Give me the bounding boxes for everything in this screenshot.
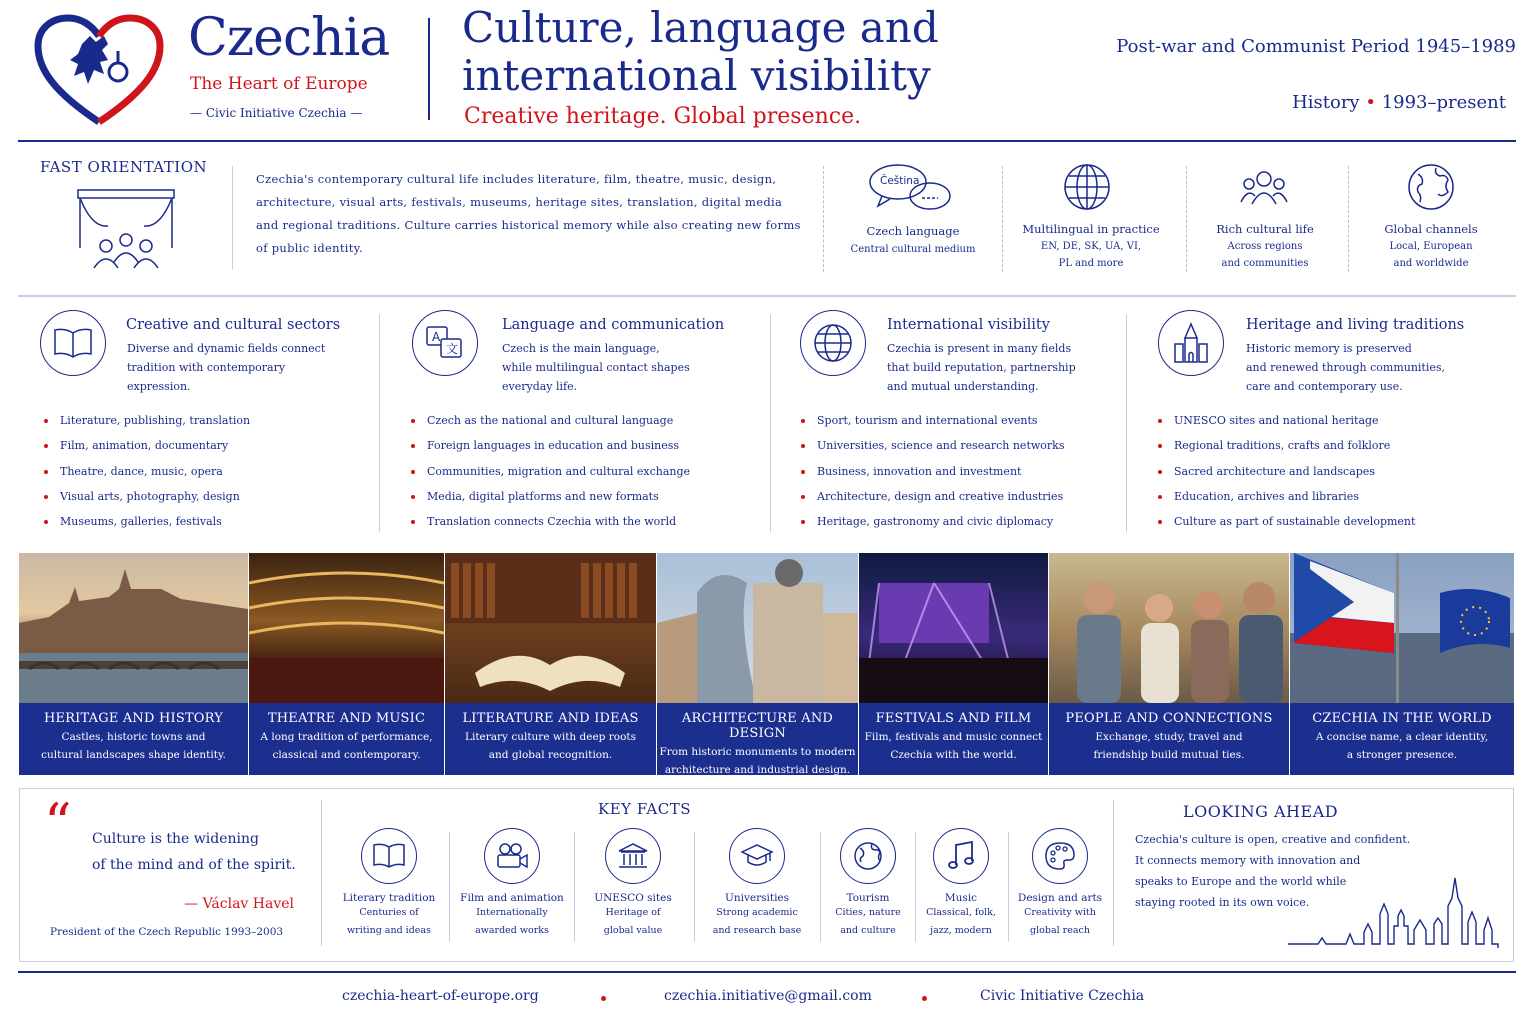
- header-divider: [428, 18, 430, 120]
- column-list: [1156, 414, 1415, 540]
- photo-prague-castle: [19, 553, 248, 703]
- desc-line: Diverse and dynamic fields connect: [127, 342, 326, 355]
- photo-people: [1049, 553, 1289, 703]
- page-title-line2: international visibility: [462, 51, 931, 100]
- key-fact-sub: awarded works: [475, 925, 549, 936]
- fo-item-multilingual: [1006, 222, 1176, 272]
- key-fact-sub: global value: [603, 925, 663, 936]
- key-fact-sub: Heritage of: [605, 907, 661, 918]
- logo-title: Czechia: [188, 8, 390, 68]
- fo-item-sub: EN, DE, SK, UA, VI,: [1040, 241, 1142, 252]
- key-fact-unesco: [578, 828, 688, 940]
- caption-text: and global recognition.: [488, 749, 613, 761]
- desc-line: everyday life.: [502, 380, 578, 393]
- open-book-icon: [40, 310, 106, 376]
- column-desc: [887, 339, 1076, 396]
- column-title: Language and communication: [502, 317, 725, 333]
- column-desc: [127, 339, 325, 396]
- theatre-stage-icon: [74, 188, 178, 274]
- fo-item-title: Czech language: [866, 224, 960, 238]
- caption-title: CZECHIA IN THE WORLD: [1312, 711, 1492, 726]
- castle-icon: [1158, 310, 1224, 376]
- fo-item-sub2: PL and more: [1058, 258, 1124, 269]
- key-fact-title: Literary tradition: [342, 892, 436, 904]
- fo-divider: [232, 166, 233, 270]
- kf-divider: [820, 832, 821, 942]
- section-rule-1: [18, 295, 1516, 297]
- footer-rule: [18, 971, 1516, 973]
- tagline: Creative heritage. Global presence.: [464, 104, 862, 129]
- quote-mark: “: [44, 792, 72, 855]
- list-item: Universities, science and research networks: [799, 439, 1064, 464]
- fo-item-cultural-life: [1190, 222, 1340, 272]
- list-item: Visual arts, photography, design: [42, 490, 250, 515]
- caption-heritage: [19, 703, 248, 775]
- caption-title: PEOPLE AND CONNECTIONS: [1065, 711, 1273, 726]
- column-list: [409, 414, 690, 540]
- list-item: Architecture, design and creative industries: [799, 490, 1064, 515]
- caption-text: Castles, historic towns and: [61, 731, 206, 743]
- key-fact-film: [454, 828, 570, 940]
- svg-text:文: 文: [446, 342, 459, 356]
- globe-travel-icon: [840, 828, 896, 884]
- desc-line: and renewed through communities,: [1246, 361, 1446, 374]
- key-fact-title: Design and arts: [1017, 892, 1103, 904]
- column-list: [799, 414, 1064, 540]
- caption-text: Exchange, study, travel and: [1095, 731, 1243, 743]
- la-line: speaks to Europe and the world while: [1135, 875, 1347, 888]
- column-desc: [502, 339, 690, 396]
- key-fact-tourism: [826, 828, 910, 940]
- photo-books: [445, 553, 656, 703]
- photo-dancing-house: [657, 553, 858, 703]
- key-fact-title: Universities: [724, 892, 790, 904]
- bubble-label: Čeština: [880, 175, 920, 187]
- palette-icon: [1032, 828, 1088, 884]
- caption-world: [1290, 703, 1514, 775]
- translate-icon: [412, 310, 478, 376]
- fo-dash-2: [1002, 166, 1003, 272]
- footer-org: Civic Initiative Czechia: [980, 988, 1145, 1004]
- kf-divider: [1008, 832, 1009, 942]
- column-divider: [1126, 314, 1127, 532]
- kf-divider: [915, 832, 916, 942]
- list-item: Theatre, dance, music, opera: [42, 465, 250, 490]
- film-camera-icon: [484, 828, 540, 884]
- globe-icon: [1062, 162, 1112, 216]
- desc-line: tradition with contemporary: [127, 361, 286, 374]
- key-fact-design: [1012, 828, 1108, 940]
- footer-website-link[interactable]: czechia-heart-of-europe.org: [342, 988, 539, 1004]
- period-label: Post-war and Communist Period 1945–1989: [1116, 36, 1516, 57]
- footer-email-link[interactable]: czechia.initiative@gmail.com: [664, 988, 872, 1004]
- caption-title: HERITAGE AND HISTORY: [43, 711, 224, 726]
- fo-dash-1: [823, 166, 824, 272]
- key-fact-sub: Strong academic: [716, 907, 798, 918]
- list-item: Sacred architecture and landscapes: [1156, 465, 1415, 490]
- caption-text: A long tradition of performance,: [260, 731, 433, 743]
- key-fact-sub: writing and ideas: [347, 925, 431, 936]
- music-note-icon: [933, 828, 989, 884]
- list-item: Regional traditions, crafts and folklore: [1156, 439, 1415, 464]
- list-item: Culture as part of sustainable development: [1156, 515, 1415, 540]
- looking-ahead-title: LOOKING AHEAD: [1183, 802, 1339, 821]
- list-item: Sport, tourism and international events: [799, 414, 1064, 439]
- key-fact-title: Tourism: [846, 892, 890, 904]
- fo-item-title: Global channels: [1384, 222, 1478, 236]
- caption-text: From historic monuments to modern: [659, 746, 856, 758]
- caption-text: A concise name, a clear identity,: [1315, 731, 1489, 743]
- list-item: UNESCO sites and national heritage: [1156, 414, 1415, 439]
- kf-divider: [574, 832, 575, 942]
- bottom-divider: [321, 800, 322, 946]
- caption-architecture: [657, 703, 858, 775]
- desc-line: while multilingual contact shapes: [502, 361, 690, 374]
- caption-theatre: [249, 703, 444, 775]
- bottom-divider-2: [1113, 800, 1114, 946]
- desc-line: Czechia is present in many fields: [887, 342, 1072, 355]
- column-title: Creative and cultural sectors: [126, 317, 341, 333]
- desc-line: Czech is the main language,: [502, 342, 660, 355]
- caption-text: Film, festivals and music connect: [864, 731, 1043, 743]
- fo-item-czech-language: [828, 224, 998, 258]
- caption-title: ARCHITECTURE AND DESIGN: [681, 711, 834, 741]
- key-fact-sub: and culture: [840, 925, 896, 936]
- key-fact-sub: and research base: [712, 925, 802, 936]
- la-line: It connects memory with innovation and: [1135, 854, 1361, 867]
- kf-divider: [694, 832, 695, 942]
- fast-orientation-title: FAST ORIENTATION: [40, 158, 208, 176]
- key-fact-sub: global reach: [1030, 925, 1090, 936]
- key-fact-sub: Cities, nature: [835, 907, 901, 918]
- caption-text: classical and contemporary.: [272, 749, 421, 761]
- kf-divider: [449, 832, 450, 942]
- fo-item-sub: Central cultural medium: [850, 244, 976, 255]
- svg-text:A: A: [432, 330, 441, 344]
- key-fact-literary: [334, 828, 444, 940]
- caption-text: friendship build mutual ties.: [1093, 749, 1245, 761]
- footer-bullet: [601, 996, 606, 1001]
- list-item: Heritage, gastronomy and civic diplomacy: [799, 515, 1064, 540]
- key-fact-sub: Creativity with: [1024, 907, 1096, 918]
- list-item: Communities, migration and cultural exchange: [409, 465, 690, 490]
- fo-dash-4: [1348, 166, 1349, 272]
- key-fact-music: [920, 828, 1002, 940]
- logo-subtitle: The Heart of Europe: [190, 74, 368, 94]
- desc-line: Historic memory is preserved: [1246, 342, 1412, 355]
- logo-civic: — Civic Initiative Czechia —: [190, 106, 363, 120]
- caption-text: cultural landscapes shape identity.: [41, 749, 226, 761]
- skyline-icon: [1288, 866, 1500, 952]
- footer-bullet: [922, 996, 927, 1001]
- list-item: Czech as the national and cultural language: [409, 414, 690, 439]
- caption-title: FESTIVALS AND FILM: [875, 711, 1032, 726]
- fo-item-sub: Across regions: [1227, 241, 1303, 252]
- list-item: Education, archives and libraries: [1156, 490, 1415, 515]
- caption-text: Literary culture with deep roots: [464, 731, 637, 743]
- fo-item-sub: Local, European: [1389, 241, 1473, 252]
- history-label: [1292, 92, 1506, 113]
- key-fact-sub: Centuries of: [359, 907, 419, 918]
- caption-people: [1049, 703, 1289, 775]
- column-list: [42, 414, 250, 540]
- fo-item-title: Rich cultural life: [1216, 222, 1314, 236]
- photo-festival: [859, 553, 1048, 703]
- caption-festivals: [859, 703, 1048, 775]
- list-item: Film, animation, documentary: [42, 439, 250, 464]
- key-facts-title: KEY FACTS: [598, 800, 692, 818]
- fo-item-sub2: and communities: [1221, 258, 1309, 269]
- logo: [34, 14, 164, 126]
- fo-dash-3: [1186, 166, 1187, 272]
- fo-item-sub2: and worldwide: [1393, 258, 1469, 269]
- key-fact-title: Music: [944, 892, 978, 904]
- history-bullet: •: [1365, 92, 1382, 113]
- graduation-cap-icon: [729, 828, 785, 884]
- column-desc: [1246, 339, 1445, 396]
- list-item: Translation connects Czechia with the world: [409, 515, 690, 540]
- list-item: Business, innovation and investment: [799, 465, 1064, 490]
- column-title: International visibility: [887, 317, 1050, 333]
- caption-title: THEATRE AND MUSIC: [267, 711, 426, 726]
- people-group-icon: [1240, 170, 1288, 210]
- caption-text: Czechia with the world.: [890, 749, 1017, 761]
- list-item: Museums, galleries, festivals: [42, 515, 250, 540]
- quote-role: President of the Czech Republic 1993–2003: [50, 926, 284, 938]
- column-title: Heritage and living traditions: [1246, 317, 1465, 333]
- speech-bubble-icon: [868, 162, 954, 218]
- globe-icon: [800, 310, 866, 376]
- la-line: staying rooted in its own voice.: [1135, 896, 1310, 909]
- heart-lion-icon: [34, 14, 164, 126]
- desc-line: and mutual understanding.: [887, 380, 1039, 393]
- fast-orientation-text: Czechia's contemporary cultural life includes literature, film, theatre, music, design, architecture, visual arts, festivals, museums, heritage sites, translation, digital media and regional traditions. Culture carries historical memory while also creating new forms of public identity.: [256, 172, 801, 255]
- key-fact-universities: [700, 828, 814, 940]
- la-line: Czechia's culture is open, creative and confident.: [1135, 833, 1411, 846]
- header-rule: [18, 140, 1516, 142]
- key-fact-sub: jazz, modern: [930, 925, 992, 936]
- caption-text: architecture and industrial design.: [664, 764, 851, 776]
- key-fact-title: Film and animation: [460, 892, 564, 904]
- list-item: Foreign languages in education and business: [409, 439, 690, 464]
- column-divider: [379, 314, 380, 532]
- photo-theatre: [249, 553, 444, 703]
- caption-literature: [445, 703, 656, 775]
- caption-text: a stronger presence.: [1346, 749, 1458, 761]
- quote-text: [92, 826, 296, 878]
- key-fact-title: UNESCO sites: [594, 892, 672, 904]
- fo-item-global-channels: [1354, 222, 1508, 272]
- history-range: 1993–present: [1381, 92, 1506, 113]
- quote-author: — Václav Havel: [184, 896, 294, 912]
- page-title-line1: Culture, language and: [462, 3, 939, 52]
- list-item: Literature, publishing, translation: [42, 414, 250, 439]
- quote-line: Culture is the widening: [92, 831, 259, 847]
- column-divider: [770, 314, 771, 532]
- fo-item-title: Multilingual in practice: [1022, 222, 1160, 236]
- key-fact-sub: Internationally: [476, 907, 548, 918]
- book-icon: [361, 828, 417, 884]
- caption-title: LITERATURE AND IDEAS: [462, 711, 639, 726]
- desc-line: that build reputation, partnership: [887, 361, 1076, 374]
- key-fact-sub: Classical, folk,: [926, 907, 996, 918]
- history-text: History: [1292, 92, 1360, 113]
- list-item: Media, digital platforms and new formats: [409, 490, 690, 515]
- world-globe-icon: [1406, 162, 1456, 216]
- desc-line: expression.: [127, 380, 191, 393]
- photo-flags: [1290, 553, 1514, 703]
- desc-line: care and contemporary use.: [1246, 380, 1403, 393]
- temple-icon: [605, 828, 661, 884]
- quote-line: of the mind and of the spirit.: [92, 857, 296, 873]
